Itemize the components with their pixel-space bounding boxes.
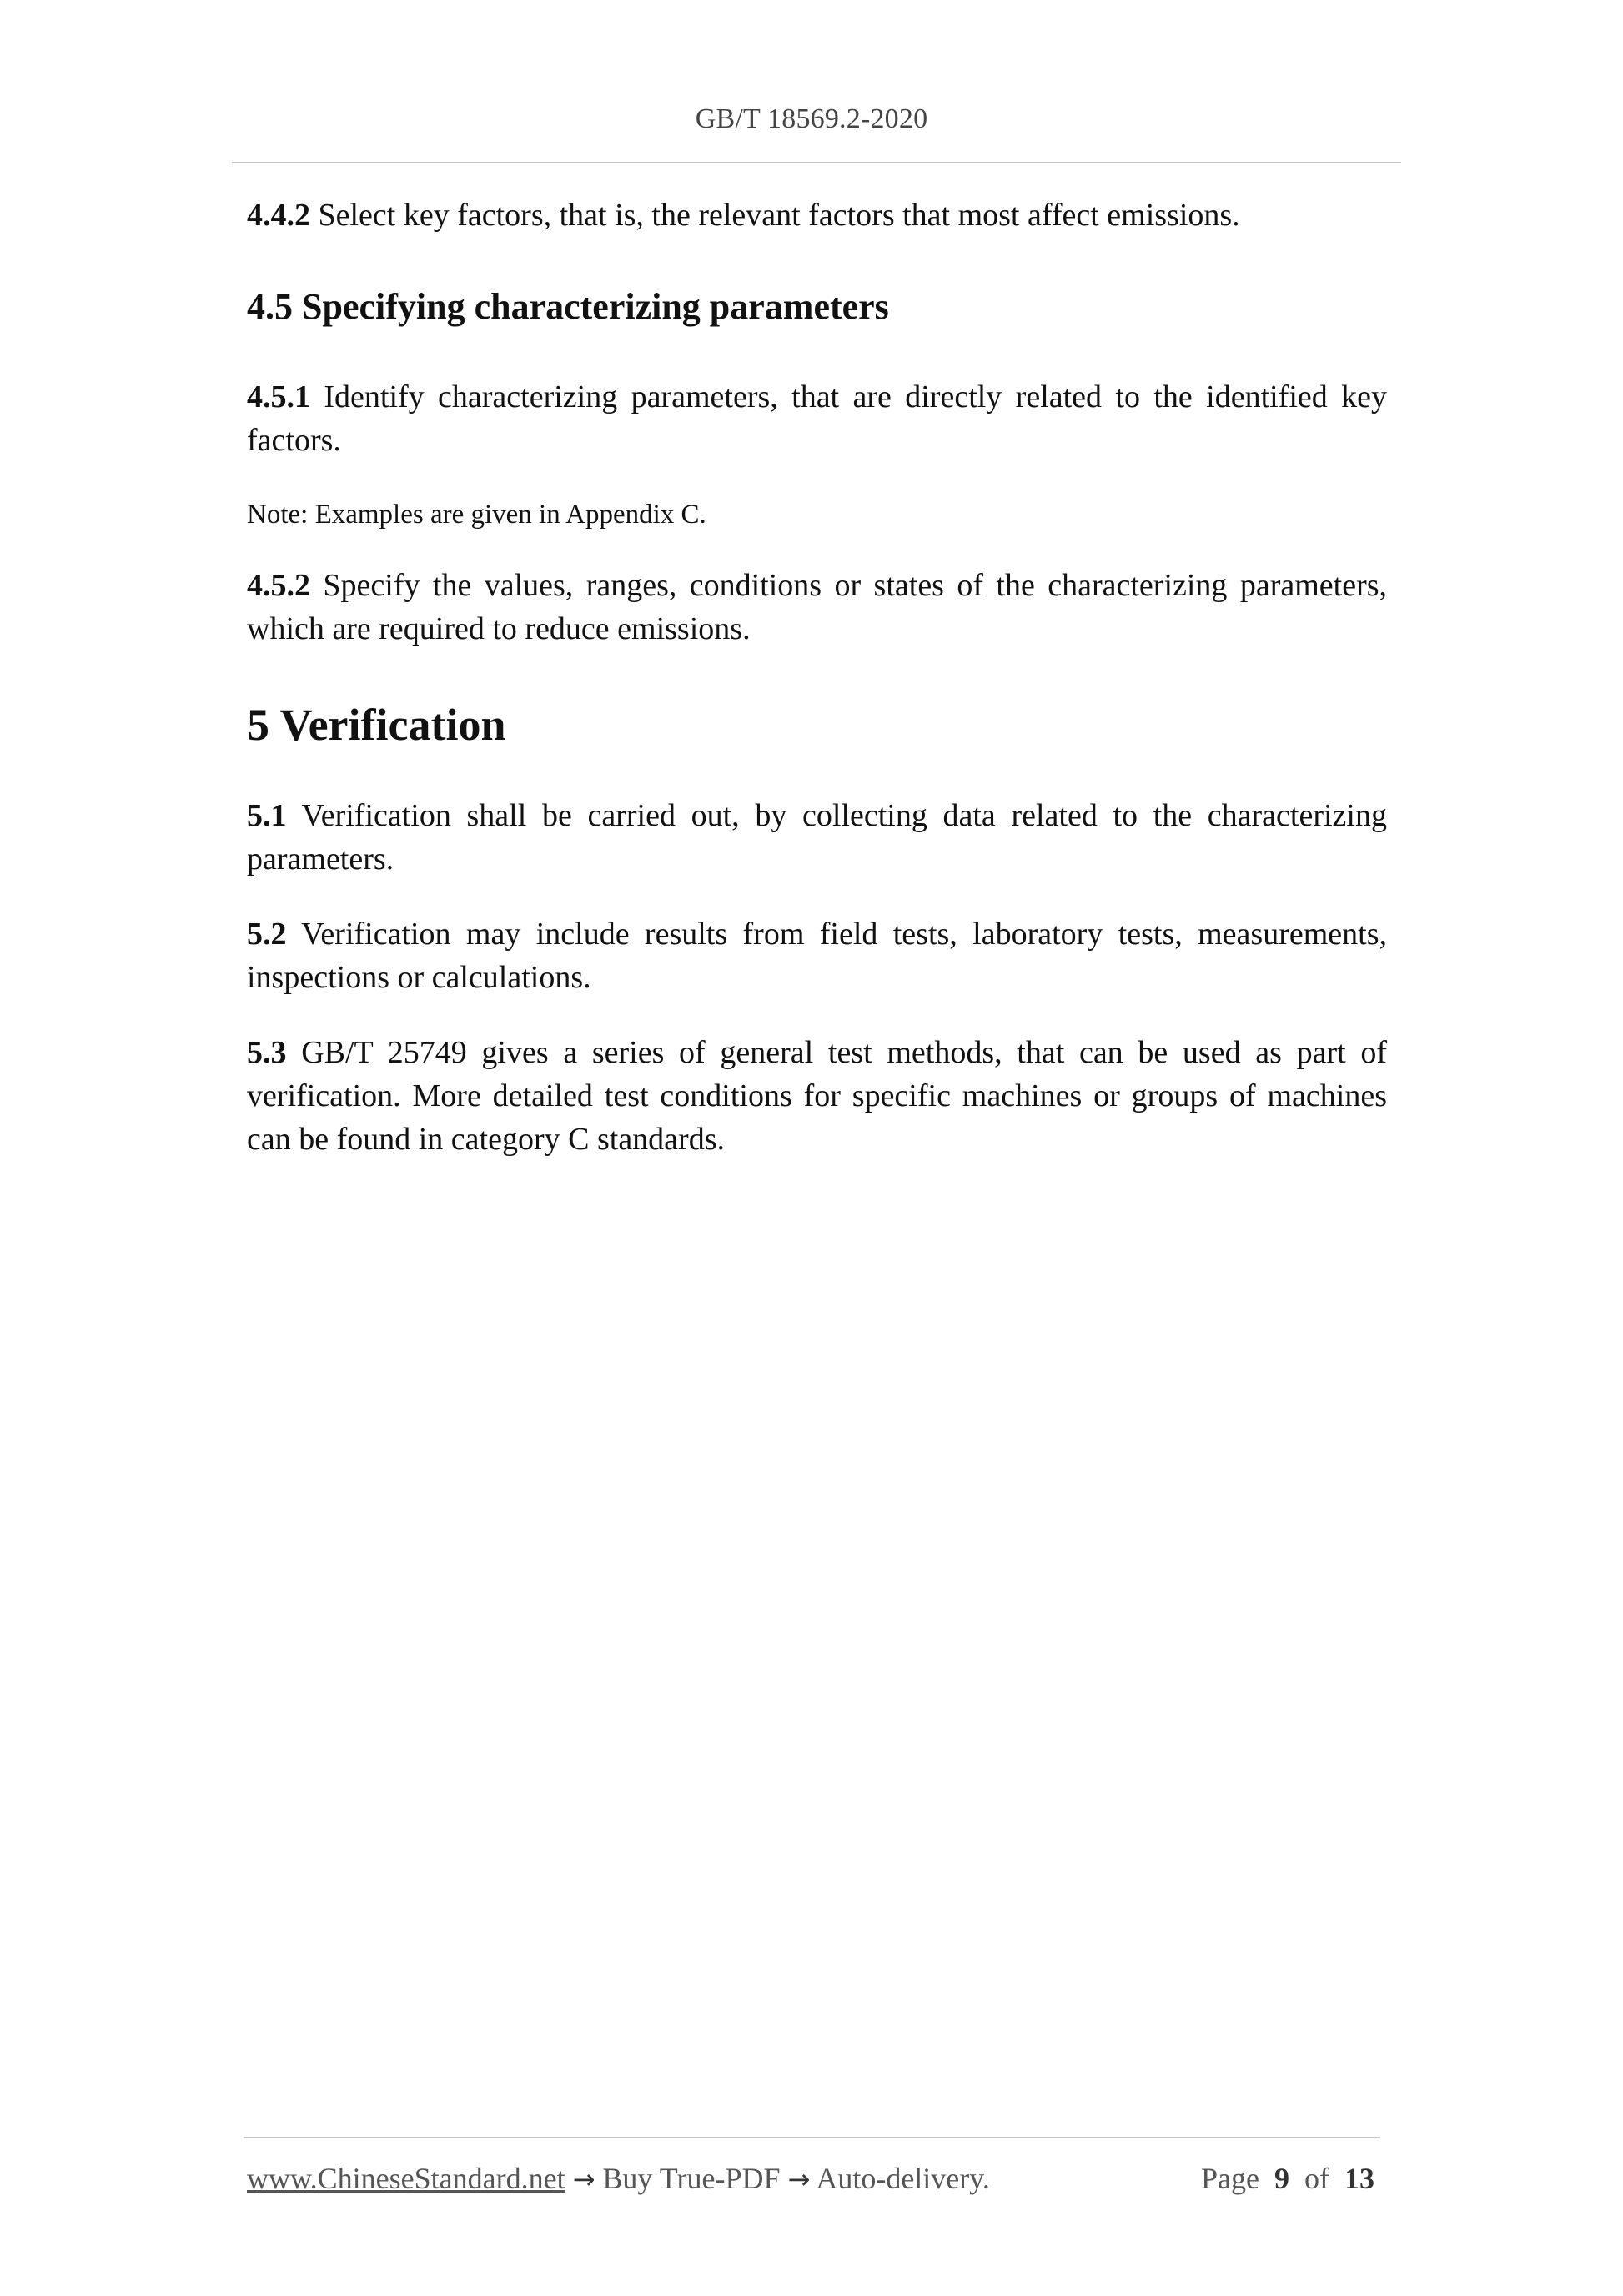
clause-number: 5.2: [247, 917, 287, 952]
clause-5-3: [247, 1031, 1387, 1161]
of-label: of: [1304, 2162, 1329, 2195]
clause-text: Identify characterizing parameters, that are directly related to the identified key factors.: [247, 379, 1388, 458]
header-divider: [232, 162, 1401, 163]
clause-number: 5.3: [247, 1035, 287, 1070]
total-page-number: 13: [1344, 2162, 1374, 2195]
clause-text: Verification may include results from field tests, laboratory tests, measurements, inspections or calculations.: [247, 917, 1387, 995]
website-link[interactable]: www.ChineseStandard.net: [247, 2162, 565, 2195]
clause-text: Select key factors, that is, the relevant factors that most affect emissions.: [318, 198, 1240, 233]
clause-4-5-1: [247, 375, 1387, 462]
footer-divider: [244, 2137, 1380, 2138]
page-indicator: [1201, 2161, 1374, 2196]
clause-text: GB/T 25749 gives a series of general test methods, that can be used as part of verification. More detailed test conditions for specific machines or groups of machines can be found in category C standards.: [247, 1035, 1387, 1157]
buy-true-pdf-text: Buy True-PDF: [602, 2162, 781, 2195]
clause-number: 5.1: [247, 798, 287, 833]
note-appendix-c: Note: Examples are given in Appendix C.: [247, 500, 706, 530]
page-label: Page: [1201, 2162, 1259, 2195]
page-content: [247, 193, 1387, 1161]
clause-text: Specify the values, ranges, conditions or states of the characterizing parameters, which are required to reduce emissions.: [247, 568, 1388, 646]
arrow-right-icon: →: [572, 2163, 595, 2195]
clause-4-5-2: [247, 564, 1387, 651]
footer-promo: [247, 2161, 990, 2196]
clause-5-2: [247, 912, 1387, 999]
clause-number: 4.4.2: [247, 198, 310, 233]
arrow-right-icon: →: [787, 2163, 811, 2195]
section-heading-4-5: 4.5 Specifying characterizing parameters: [247, 286, 889, 327]
auto-delivery-text: Auto-delivery.: [816, 2162, 990, 2195]
clause-5-1: [247, 794, 1387, 881]
clause-number: 4.5.2: [247, 568, 310, 603]
section-heading-5: 5 Verification: [247, 700, 506, 750]
clause-number: 4.5.1: [247, 379, 310, 414]
running-header: GB/T 18569.2-2020: [695, 103, 928, 134]
clause-text: Verification shall be carried out, by collecting data related to the characterizing parameters.: [247, 798, 1387, 877]
current-page-number: 9: [1274, 2162, 1289, 2195]
clause-4-4-2: [247, 193, 1387, 237]
